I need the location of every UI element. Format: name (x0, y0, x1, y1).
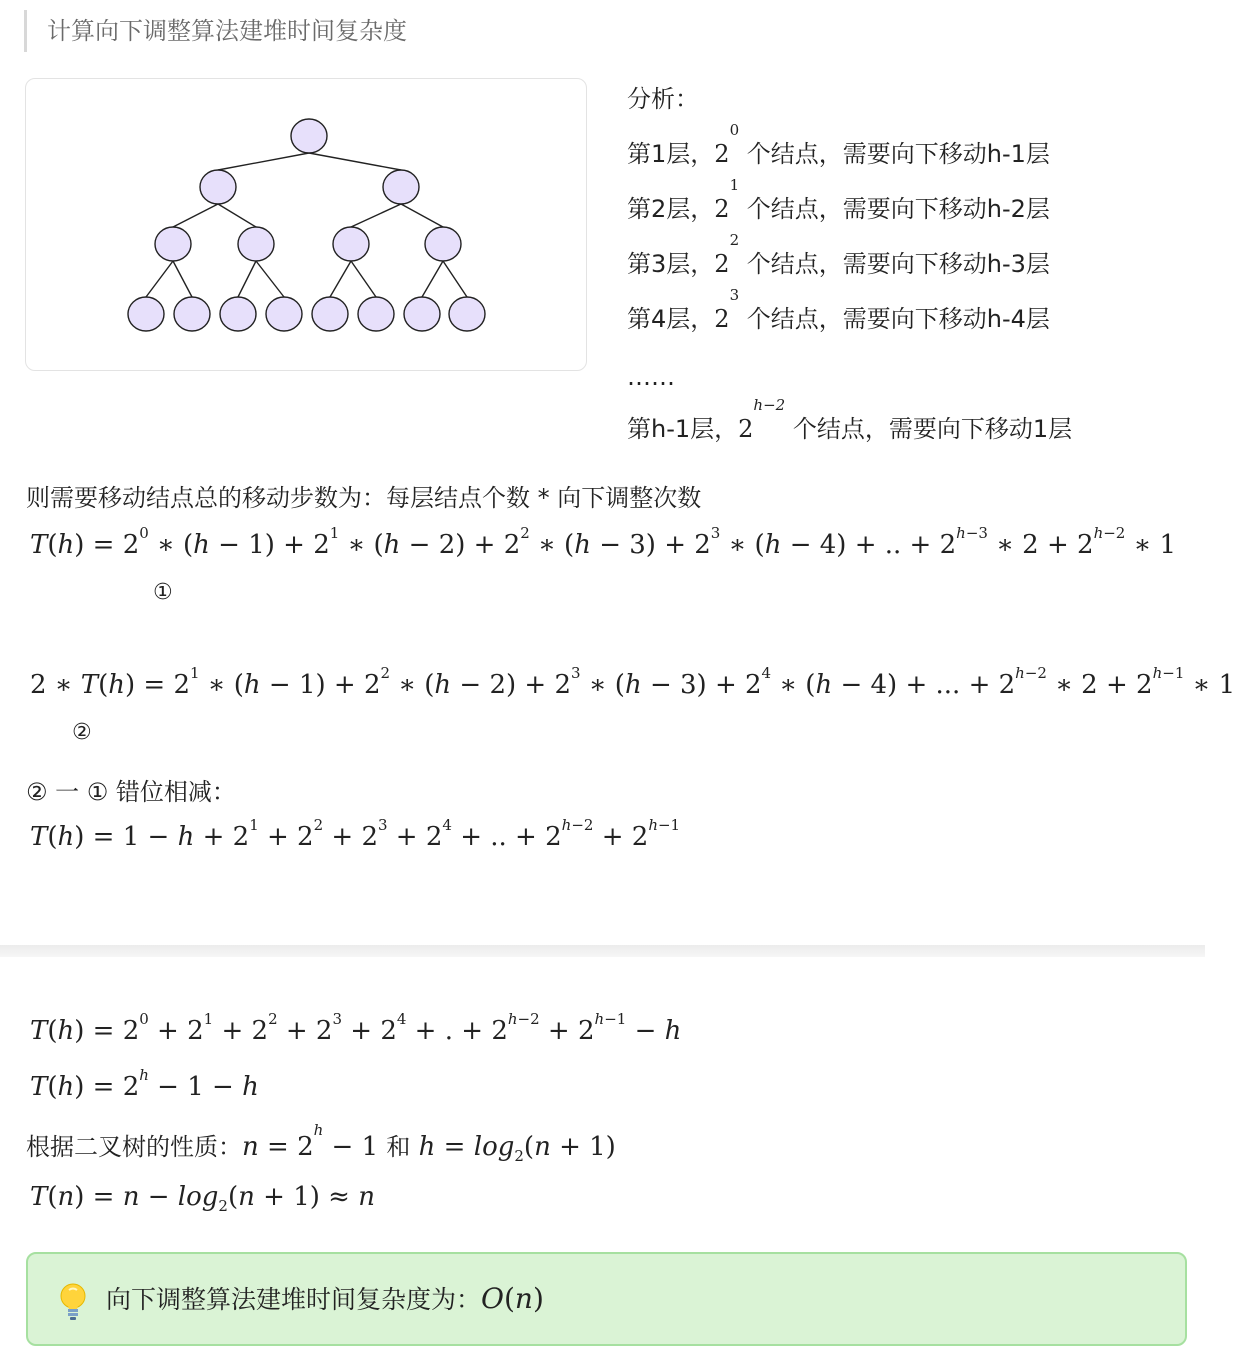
tree-node-level-4 (266, 297, 302, 331)
section-divider (0, 945, 1205, 957)
tree-node-level-4 (449, 297, 485, 331)
formula-6: $T(n) = n - \log_2(n + 1) \approx n$ (30, 1182, 375, 1216)
property-line: 根据二叉树的性质：$n = 2^h - 1$ 和 $h = \log_2(n + 1)$ (26, 1121, 616, 1166)
tree-edge (443, 261, 467, 297)
analysis-row-3 (627, 231, 1050, 292)
tip-text: 向下调整算法建堆时间复杂度为：O(n) (106, 1282, 544, 1315)
tree-node-level-3 (155, 227, 191, 261)
analysis-row-2 (627, 176, 1050, 237)
row-prefix: 第3层， (627, 250, 715, 278)
tree-edge (351, 204, 401, 227)
row-prefix: 第1层， (627, 140, 715, 168)
property-and: 和 (386, 1133, 411, 1161)
tip-label: 向下调整算法建堆时间复杂度为： (106, 1285, 482, 1314)
row-suffix: 个结点，需要向下移动1层 (785, 415, 1073, 443)
formula-3: $T(h) = 1 - h + 2^1 + 2^2 + 2^3 + 2^4$ + .. + $2^{h-2} + 2^{h-1}$ (30, 816, 681, 852)
heap-tree-svg (26, 79, 586, 370)
row-exp: h−2 (753, 396, 786, 414)
row-base: 2 (714, 195, 730, 223)
tree-node-level-2 (383, 170, 419, 204)
tree-edge (173, 204, 218, 227)
tree-node-level-4 (404, 297, 440, 331)
row-exp: 2 (729, 231, 740, 249)
formula-2-label: ② (72, 720, 92, 745)
row-prefix: 第2层， (627, 195, 715, 223)
tree-node-level-4 (220, 297, 256, 331)
tree-node-level-2 (200, 170, 236, 204)
row-base: 2 (714, 305, 730, 333)
tree-edge (173, 261, 192, 297)
heap-tree-diagram (25, 78, 587, 371)
subtract-line: ② 一 ① 错位相减： (26, 778, 236, 806)
tree-edge (238, 261, 256, 297)
tree-node-level-3 (425, 227, 461, 261)
analysis-row-4 (627, 286, 1050, 347)
analysis-row-1 (627, 121, 1050, 182)
tree-edge (351, 261, 376, 297)
row-suffix: 个结点，需要向下移动h-3层 (739, 250, 1050, 278)
lightbulb-icon (58, 1282, 88, 1322)
tree-edge (401, 204, 443, 227)
tree-edge (309, 153, 401, 170)
tree-edge (218, 204, 256, 227)
tree-edge (330, 261, 351, 297)
summary-line: 则需要移动结点总的移动步数为：每层结点个数 * 向下调整次数 (26, 484, 702, 512)
tree-edge (146, 261, 173, 297)
tip-callout (26, 1252, 1187, 1346)
tree-node-level-1 (291, 119, 327, 153)
formula-1: $T(h) = 2^0$ ∗ $(h - 1) + 2^1$ ∗ $(h - 2) + 2^2$ ∗ $(h - 3) + 2^3$ ∗ (h − 4) + .. + $2^{h-3}$ ∗ $2 + 2^{h-2}$ ∗ 1 (30, 524, 1177, 560)
analysis-ellipsis: …… (627, 363, 675, 391)
row-base: 2 (714, 140, 730, 168)
tree-edge (218, 153, 309, 170)
row-prefix: 第4层， (627, 305, 715, 333)
formula-4: $T(h) = 2^0 + 2^1 + 2^2 + 2^3 + 2^4$ + . + $2^{h-2} + 2^{h-1} - h$ (30, 1010, 682, 1046)
tree-node-level-3 (333, 227, 369, 261)
formula-5: $T(h) = 2^h - 1 - h$ (30, 1066, 259, 1102)
row-suffix: 个结点，需要向下移动h-1层 (739, 140, 1050, 168)
tree-edge (256, 261, 284, 297)
row-base: 2 (714, 250, 730, 278)
row-suffix: 个结点，需要向下移动h-2层 (739, 195, 1050, 223)
page-title: 计算向下调整算法建堆时间复杂度 (24, 10, 407, 52)
tree-node-level-4 (174, 297, 210, 331)
property-prefix: 根据二叉树的性质： (26, 1133, 242, 1161)
tree-node-level-3 (238, 227, 274, 261)
analysis-row-last (627, 396, 1073, 457)
tree-node-level-4 (128, 297, 164, 331)
row-exp: 1 (729, 176, 740, 194)
formula-2: 2 ∗ $T(h) = 2^1$ ∗ $(h - 1) + 2^2$ ∗ $(h - 2) + 2^3$ ∗ $(h - 3) + 2^4$ ∗ (h − 4) + ... + $2^{h-2}$ ∗ $2 + 2^{h-1}$ ∗ 1 (30, 664, 1235, 700)
tree-node-level-4 (312, 297, 348, 331)
row-exp: 3 (729, 286, 740, 304)
analysis-title: 分析： (627, 85, 699, 113)
row-base: 2 (738, 415, 754, 443)
tree-edge (422, 261, 443, 297)
row-suffix: 个结点，需要向下移动h-4层 (739, 305, 1050, 333)
formula-1-label: ① (153, 580, 173, 605)
row-prefix: 第h-1层， (627, 415, 739, 443)
tree-node-level-4 (358, 297, 394, 331)
row-exp: 0 (729, 121, 740, 139)
